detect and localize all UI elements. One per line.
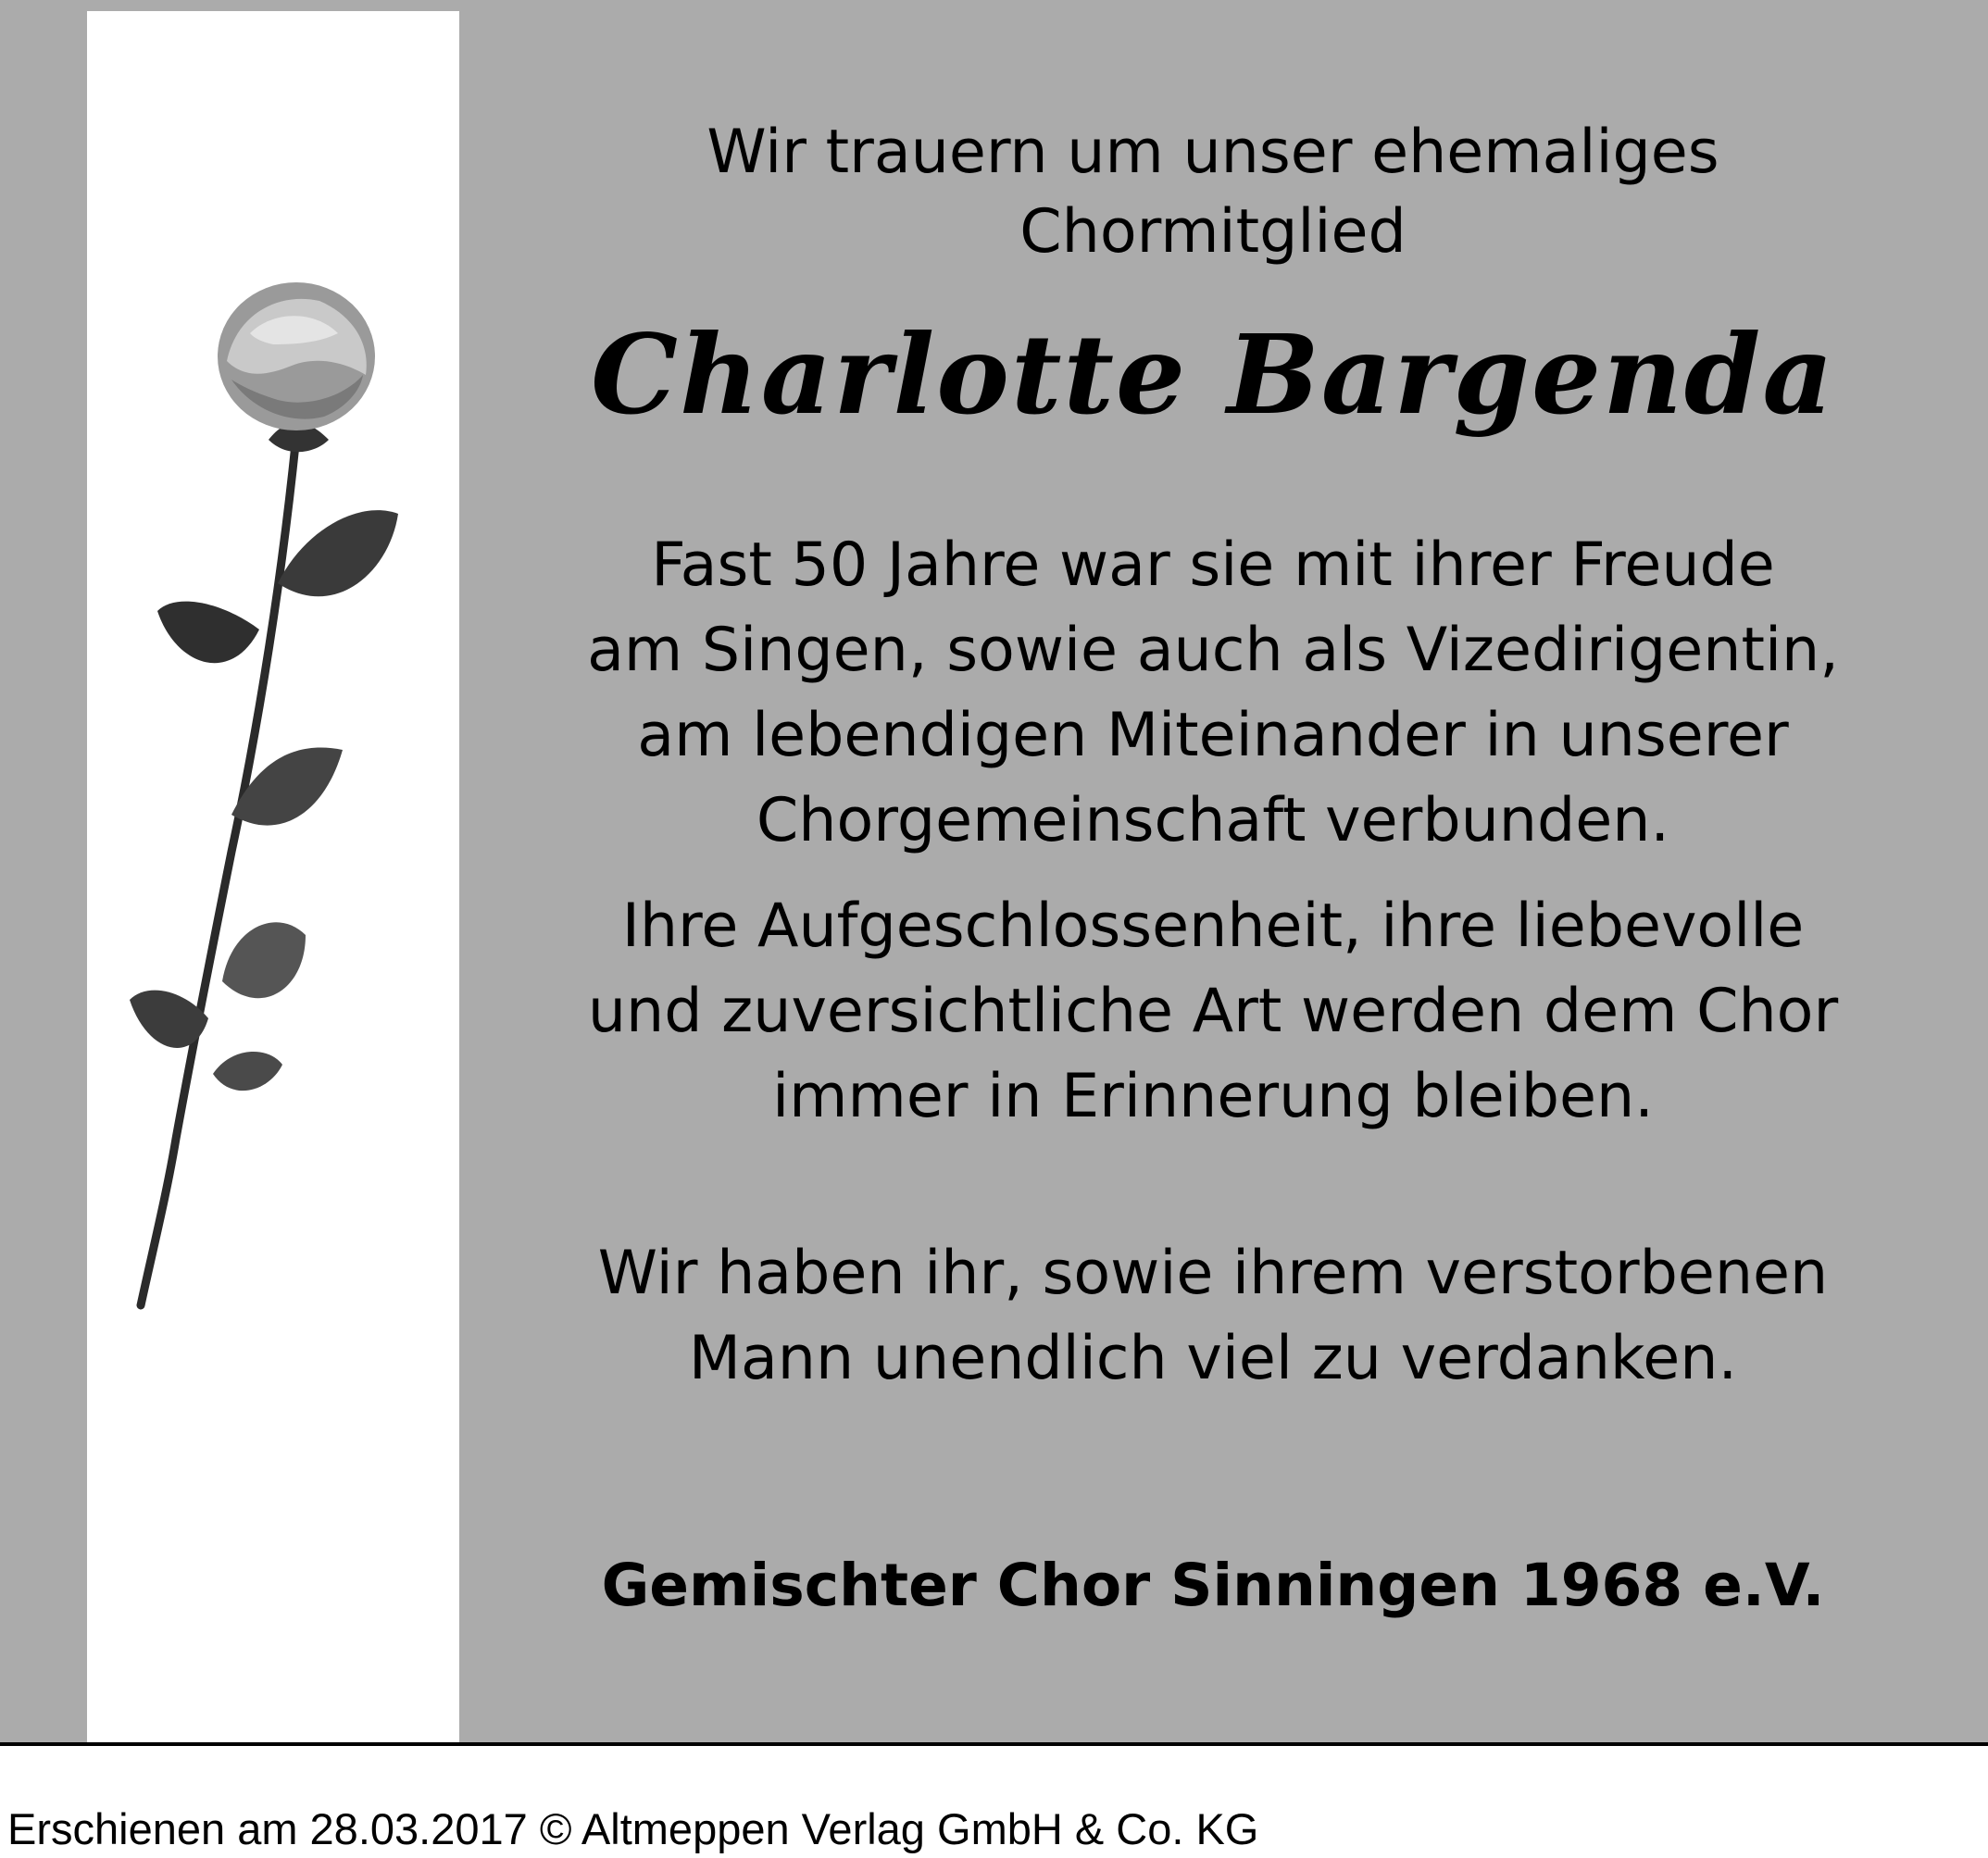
paragraph-line: Wir haben ihr, sowie ihrem verstorbenen xyxy=(597,1239,1829,1308)
paragraph-line: am lebendigen Miteinander in unserer xyxy=(637,701,1789,770)
signature: Gemischter Chor Sinningen 1968 e.V. xyxy=(601,1552,1825,1619)
paragraph-line: am Singen, sowie auch als Vizedirigentin, xyxy=(587,616,1839,685)
intro-text xyxy=(519,113,1907,272)
paragraph-line: Mann unendlich viel zu verdanken. xyxy=(688,1324,1738,1393)
deceased-name: Charlotte Bargenda xyxy=(591,310,1835,439)
intro-line: Chormitglied xyxy=(1019,197,1407,267)
intro-line: Wir trauern um unser ehemaliges xyxy=(706,118,1719,187)
paragraph-line: Chorgemeinschaft verbunden. xyxy=(756,786,1670,855)
rose-icon xyxy=(120,278,435,1453)
paragraph-1 xyxy=(519,523,1907,864)
paragraph-3 xyxy=(519,1231,1907,1402)
paragraph-line: und zuversichtliche Art werden dem Chor xyxy=(587,977,1839,1046)
paragraph-line: Fast 50 Jahre war sie mit ihrer Freude xyxy=(651,530,1775,600)
publication-footer: Erschienen am 28.03.2017 © Altmeppen Verlag GmbH & Co. KG xyxy=(7,1804,1259,1853)
paragraph-line: Ihre Aufgeschlossenheit, ihre liebevolle xyxy=(621,892,1805,961)
paragraph-2 xyxy=(519,884,1907,1140)
paragraph-line: immer in Erinnerung bleiben. xyxy=(772,1062,1654,1131)
